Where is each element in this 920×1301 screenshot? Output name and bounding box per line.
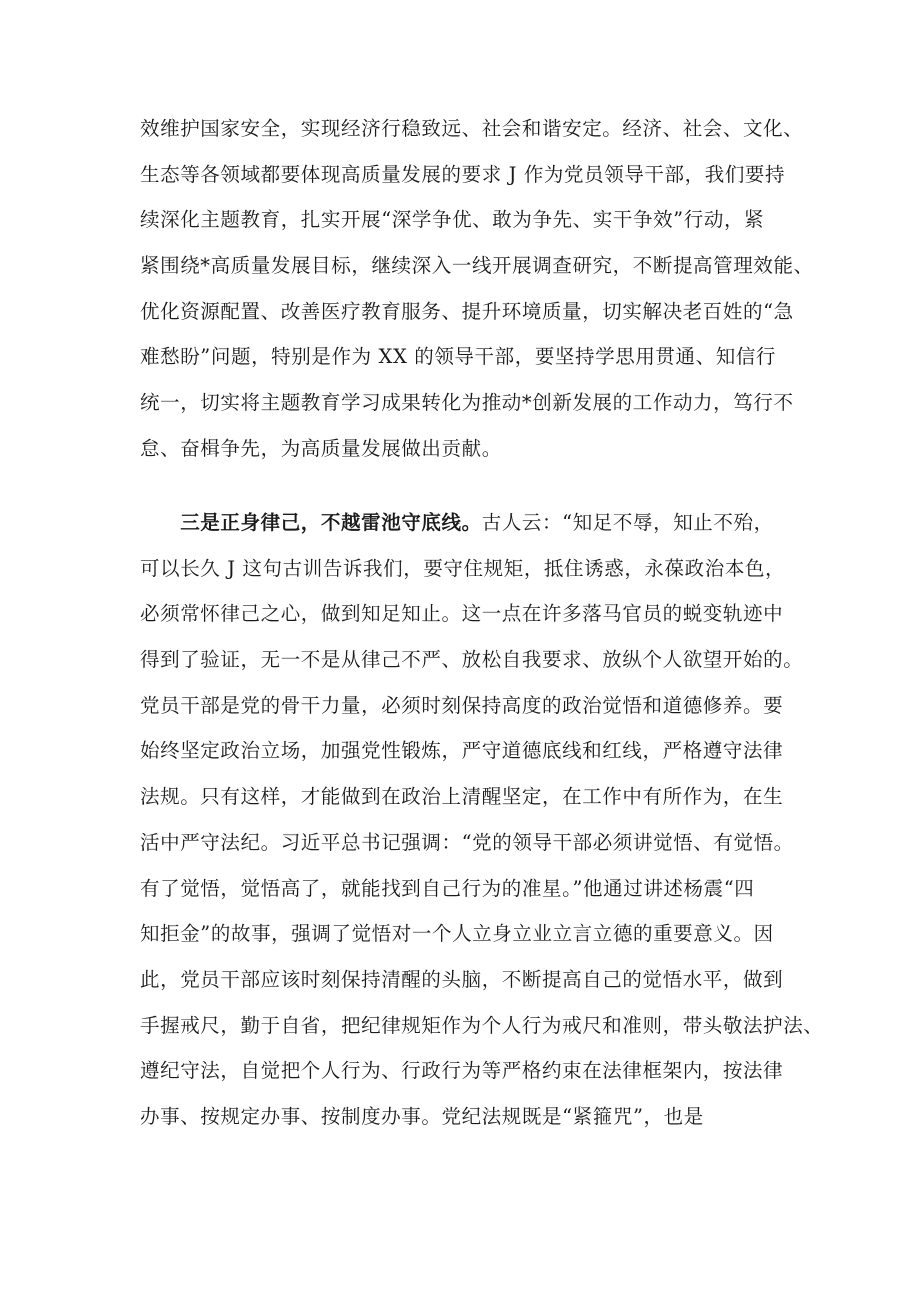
text-line: 办事、按规定办事、按制度办事。党纪法规既是“紧箍咒”，也是 [140, 1104, 704, 1128]
text-line: 生态等各领域都要体现高质量发展的要求 J 作为党员领导干部，我们要持 [140, 162, 786, 186]
paragraph-2 [140, 500, 824, 1140]
text-line: 优化资源配置、改善医疗教育服务、提升环境质量，切实解决老百姓的“急 [140, 299, 794, 323]
text-line: 怠、奋楫争先，为高质量发展做出贡献。 [140, 436, 502, 460]
text-line: 手握戒尺，勤于自省，把纪律规矩作为个人行为戒尺和准则，带头敬法护法、 [140, 1013, 824, 1037]
text-line: 得到了验证，无一不是从律己不严、放松自我要求、放纵个人欲望开始的。 [140, 648, 804, 672]
text-line-first [140, 500, 800, 546]
text-line: 效维护国家安全，实现经济行稳致远、社会和谐安定。经济、社会、文化、 [140, 117, 804, 140]
text-line: 党员干部是党的骨干力量，必须时刻保持高度的政治觉悟和道德修养。要 [140, 693, 784, 717]
text-line: 始终坚定政治立场，加强党性锻炼，严守道德底线和红线，严格遵守法律 [140, 739, 784, 763]
text-line: 可以长久 J 这句古训告诉我们，要守住规矩，抵住诱惑，永葆政治本色， [140, 556, 786, 580]
text-line: 必须常怀律己之心，做到知足知止。这一点在许多落马官员的蜕变轨迹中 [140, 602, 784, 626]
text-line: 此，党员干部应该时刻保持清醒的头脑，不断提高自己的觉悟水平，做到 [140, 967, 784, 991]
text-line: 知拒金”的故事，强调了觉悟对一个人立身立业立言立德的重要意义。因 [140, 922, 774, 946]
section-heading: 三是正身律己，不越雷池守底线。 [180, 511, 482, 534]
text-line: 法规。只有这样，才能做到在政治上清醒坚定，在工作中有所作为，在生 [140, 785, 784, 809]
paragraph-1 [140, 106, 814, 472]
text-run: 古人云：“知足不辱，知止不殆， [481, 511, 774, 534]
text-line: 难愁盼”问题，特别是作为 XX 的领导干部，要坚持学思用贯通、知信行 [140, 345, 777, 369]
text-line: 活中严守法纪。习近平总书记强调：“党的领导干部必须讲觉悟、有觉悟。 [140, 830, 794, 854]
text-line: 有了觉悟，觉悟高了，就能找到自己行为的准星。”他通过讲述杨震“四 [140, 876, 755, 900]
text-line: 续深化主题教育，扎实开展“深学争优、敢为争先、实干争效”行动，紧 [140, 208, 765, 232]
text-line: 紧围绕*高质量发展目标，继续深入一线开展调查研究，不断提高管理效能、 [140, 254, 814, 278]
text-line: 遵纪守法，自觉把个人行为、行政行为等严格约束在法律框架内，按法律 [140, 1059, 784, 1083]
text-line: 统一，切实将主题教育学习成果转化为推动*创新发展的工作动力，笃行不 [140, 391, 794, 415]
